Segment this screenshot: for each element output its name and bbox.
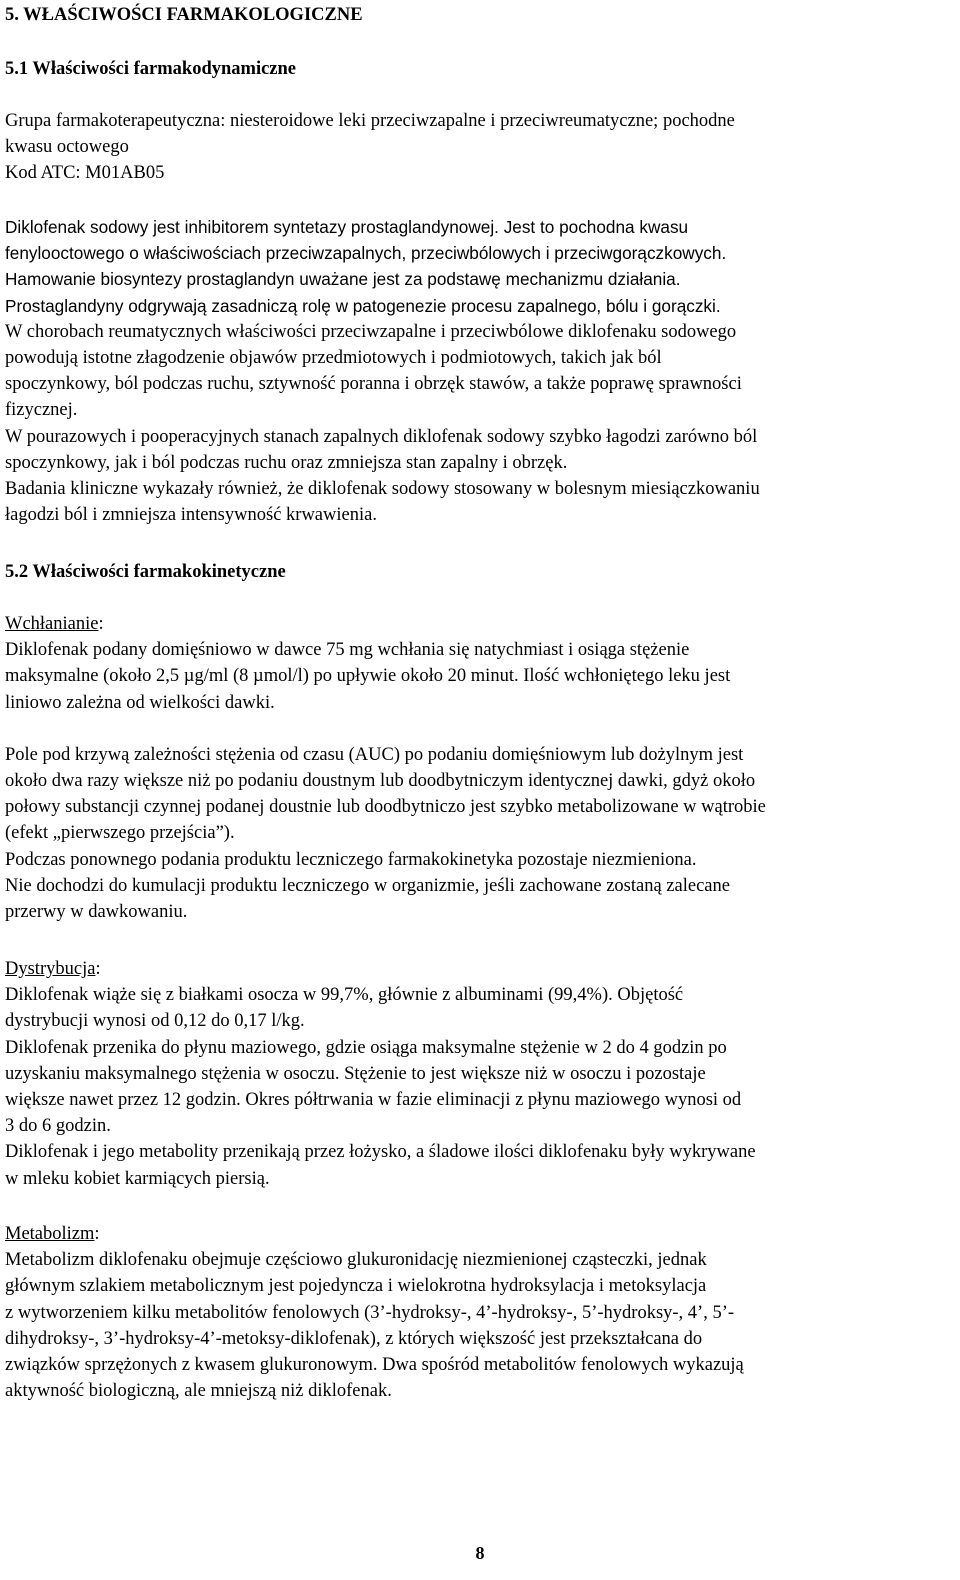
text-line: głównym szlakiem metabolicznym jest pojedyncza i wielokrotna hydroksylacja i metoksylacja xyxy=(5,1276,707,1297)
section-5-1-heading: 5.1 Właściwości farmakodynamiczne xyxy=(5,59,297,79)
text-line: Diklofenak podany domięśniowo w dawce 75 mg wchłania się natychmiast i osiąga stężenie xyxy=(5,640,690,661)
text-line: Metabolizm diklofenaku obejmuje częściowo glukuronidację niezmienionej cząsteczki, jednak xyxy=(5,1250,707,1271)
atc-code: Kod ATC: M01AB05 xyxy=(5,163,165,184)
text-line: W chorobach reumatycznych właściwości przeciwzapalne i przeciwbólowe diklofenaku sodowego xyxy=(5,321,737,342)
text-line: większe nawet przez 12 godzin. Okres półtrwania w fazie eliminacji z płynu maziowego wynosi od xyxy=(5,1090,742,1111)
text-line: W pourazowych i pooperacyjnych stanach zapalnych diklofenak sodowy szybko łagodzi zarówno ból xyxy=(5,426,758,447)
text-line: Grupa farmakoterapeutyczna: niesteroidowe leki przeciwzapalne i przeciwreumatyczne; pochodne xyxy=(5,111,735,131)
metabolism-heading: Metabolizm xyxy=(5,1224,95,1244)
distribution-section xyxy=(5,956,950,1192)
text-line: spoczynkowy, ból podczas ruchu, sztywność poranna i obrzęk stawów, a także poprawę sprawności xyxy=(5,374,742,395)
text-line: dihydroksy-, 3’-hydroksy-4’-metoksy-diklofenak), z których większość jest przekształcana do xyxy=(5,1328,703,1349)
metabolism-heading-line: Metabolizm: xyxy=(5,1224,100,1244)
text-line: uzyskaniu maksymalnego stężenia w osoczu. Stężenie to jest większe niż w osoczu i pozostaje xyxy=(5,1063,706,1084)
text-line: z wytworzeniem kilku metabolitów fenolowych (3’-hydroksy-, 4’-hydroksy-, 5’-hydroksy-, 4’, 5’- xyxy=(5,1302,735,1323)
text-line: Diklofenak sodowy jest inhibitorem syntetazy prostaglandynowej. Jest to pochodna kwasu xyxy=(5,217,689,237)
section-5-heading: 5. WŁAŚCIWOŚCI FARMAKOLOGICZNE xyxy=(5,5,363,25)
text-line: maksymalne (około 2,5 µg/ml (8 µmol/l) po upływie około 20 minut. Ilość wchłoniętego leku jest xyxy=(5,666,731,687)
text-line: Prostaglandyny odgrywają zasadniczą rolę w patogenezie procesu zapalnego, bólu i gorączki. xyxy=(5,295,721,316)
text-line: Diklofenak przenika do płynu maziowego, gdzie osiąga maksymalne stężenie w 2 do 4 godzin po xyxy=(5,1037,727,1058)
text-line: spoczynkowy, jak i ból podczas ruchu oraz zmniejsza stan zapalny i obrzęk. xyxy=(5,452,568,473)
text-line: związków sprzężonych z kwasem glukuronowym. Dwa spośród metabolitów fenolowych wykazują xyxy=(5,1355,744,1376)
text-line: Diklofenak wiąże się z białkami osocza w 99,7%, głównie z albuminami (99,4%). Objętość xyxy=(5,985,684,1006)
absorption-heading-line: Wchłanianie: xyxy=(5,614,104,634)
text-line: dystrybucji wynosi od 0,12 do 0,17 l/kg. xyxy=(5,1011,305,1032)
text-line: łagodzi ból i zmniejsza intensywność krwawienia. xyxy=(5,505,377,526)
pharmacotherapeutic-group xyxy=(5,108,950,187)
text-line: w mleku kobiet karmiących piersią. xyxy=(5,1168,270,1189)
text-line: fenylooctowego o właściwościach przeciwzapalnych, przeciwbólowych i przeciwgorączkowych. xyxy=(5,243,727,264)
section-5-2-heading: 5.2 Właściwości farmakokinetyczne xyxy=(5,562,286,582)
page-number: 8 xyxy=(475,1543,485,1563)
text-line: aktywność biologiczną, ale mniejszą niż diklofenak. xyxy=(5,1381,392,1402)
text-line: liniowo zależna od wielkości dawki. xyxy=(5,692,275,713)
text-line: Podczas ponownego podania produktu leczniczego farmakokinetyka pozostaje niezmieniona. xyxy=(5,849,697,870)
text-line: 3 do 6 godzin. xyxy=(5,1116,111,1137)
text-line: Pole pod krzywą zależności stężenia od czasu (AUC) po podaniu domięśniowym lub dożylnym jest xyxy=(5,744,744,765)
text-line: powodują istotne złagodzenie objawów przedmiotowych i podmiotowych, takich jak ból xyxy=(5,348,662,369)
absorption-section xyxy=(5,611,950,925)
text-line: połowy substancji czynnej podanej doustnie lub doodbytniczo jest szybko metabolizowane w wątrobie xyxy=(5,797,766,818)
text-line: około dwa razy większe niż po podaniu doustnym lub doodbytniczym identycznej dawki, gdyż około xyxy=(5,771,756,792)
absorption-heading: Wchłanianie xyxy=(5,614,99,634)
text-line: (efekt „pierwszego przejścia”). xyxy=(5,823,235,844)
text-line: Badania kliniczne wykazały również, że diklofenak sodowy stosowany w bolesnym miesiączkowaniu xyxy=(5,479,760,500)
distribution-heading: Dystrybucja xyxy=(5,959,96,979)
text-line: przerwy w dawkowaniu. xyxy=(5,902,188,923)
distribution-heading-line: Dystrybucja: xyxy=(5,959,101,979)
mechanism-paragraph xyxy=(5,214,950,528)
metabolism-section xyxy=(5,1221,950,1404)
text-line: kwasu octowego xyxy=(5,137,129,158)
text-line: Diklofenak i jego metabolity przenikają przez łożysko, a śladowe ilości diklofenaku były wykrywane xyxy=(5,1142,756,1163)
text-line: fizycznej. xyxy=(5,400,78,421)
text-line: Nie dochodzi do kumulacji produktu leczniczego w organizmie, jeśli zachowane zostaną zalecane xyxy=(5,875,730,896)
text-line: Hamowanie biosyntezy prostaglandyn uważane jest za podstawę mechanizmu działania. xyxy=(5,269,681,290)
